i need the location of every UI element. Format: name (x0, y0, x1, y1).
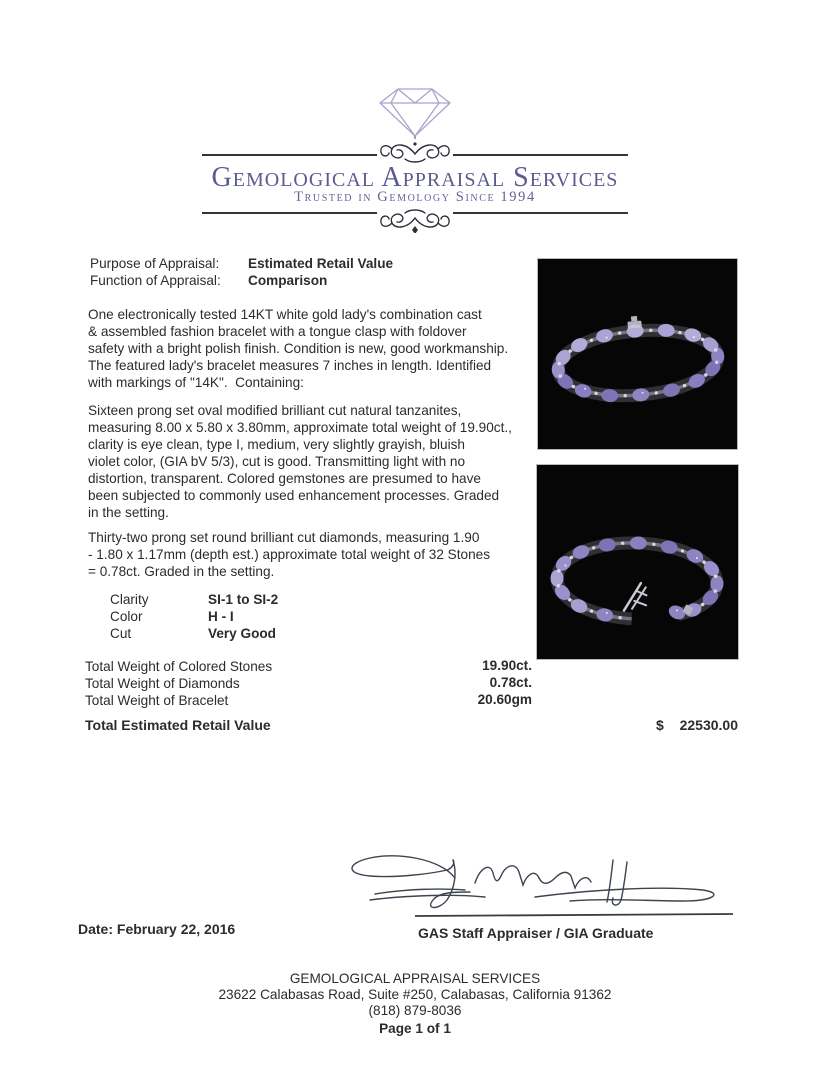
grading-label-cut: Cut (110, 626, 132, 641)
header-rule-bottom-left (202, 212, 379, 214)
tanzanite-paragraph: Sixteen prong set oval modified brilliant cut natural tanzanites, measuring 8.00 x 5.80 x 3.80mm, approximate total weight of 19.90ct., clarity is eye clean, type I, medium, very slightly grayish, bluish violet color, (GIA bV 5/3), cut is good. Transmitting light with no distortion, transparent. Colored gemstones are presumed to have been subjected to commonly used enhancement processes. Graded in the setting. (88, 403, 512, 520)
total-colored-stones-label: Total Weight of Colored Stones (85, 659, 273, 674)
grading-label-color: Color (110, 609, 143, 624)
bracelet-photo-bottom (536, 464, 739, 660)
diamond-paragraph: Thirty-two prong set round brilliant cut diamonds, measuring 1.90 - 1.80 x 1.17mm (depth est.) approximate total weight of 32 Stones = 0.78ct. Graded in the setting. (88, 530, 490, 579)
total-bracelet-weight-value: 20.60gm (477, 692, 532, 707)
footer-company: GEMOLOGICAL APPRAISAL SERVICES (289, 971, 541, 986)
total-diamonds-value: 0.78ct. (489, 675, 532, 690)
bracelet-closed-image (538, 259, 737, 449)
grading-label-clarity: Clarity (110, 592, 149, 607)
date-line: Date: February 22, 2016 (78, 921, 236, 937)
footer-page-info: Page 1 of 1 (379, 1021, 451, 1036)
total-diamonds-label: Total Weight of Diamonds (85, 676, 240, 691)
grand-total-label: Total Estimated Retail Value (85, 717, 271, 733)
item-description: One electronically tested 14KT white gold lady's combination cast & assembled fashion bracelet with a tongue clasp with foldover safety with a bright polish finish. Condition is new, good workmanship. The featured lady's bracelet measures 7 inches in length. Identified with markings of "14K". Containing: (88, 307, 509, 390)
purpose-label: Purpose of Appraisal: (90, 256, 220, 271)
total-bracelet-weight-label: Total Weight of Bracelet (85, 693, 229, 708)
function-value: Comparison (248, 273, 328, 288)
appraiser-signature (335, 848, 740, 920)
brand-tagline: Trusted in Gemology Since 1994 (294, 189, 536, 205)
footer-address: 23622 Calabasas Road, Suite #250, Calabasas, California 91362 (218, 987, 612, 1002)
grand-total-currency: $ (656, 717, 664, 733)
flourish-ornament-bottom-icon (377, 206, 453, 233)
brand-title: Gemological Appraisal Services (211, 162, 619, 193)
diamond-icon (373, 86, 457, 142)
grading-value-cut: Very Good (208, 626, 276, 641)
bracelet-open-image (537, 465, 738, 659)
header-rule-top-right (451, 154, 628, 156)
bracelet-photo-top (537, 258, 738, 450)
grading-value-color: H - I (208, 609, 234, 624)
grading-value-clarity: SI-1 to SI-2 (208, 592, 279, 607)
purpose-value: Estimated Retail Value (248, 256, 394, 271)
header-rule-top-left (202, 154, 379, 156)
signer-title: GAS Staff Appraiser / GIA Graduate (418, 925, 654, 941)
header-rule-bottom-right (451, 212, 628, 214)
grand-total-amount: 22530.00 (679, 717, 738, 733)
total-colored-stones-value: 19.90ct. (482, 658, 532, 673)
function-label: Function of Appraisal: (90, 273, 221, 288)
footer-phone: (818) 879-8036 (368, 1003, 462, 1018)
